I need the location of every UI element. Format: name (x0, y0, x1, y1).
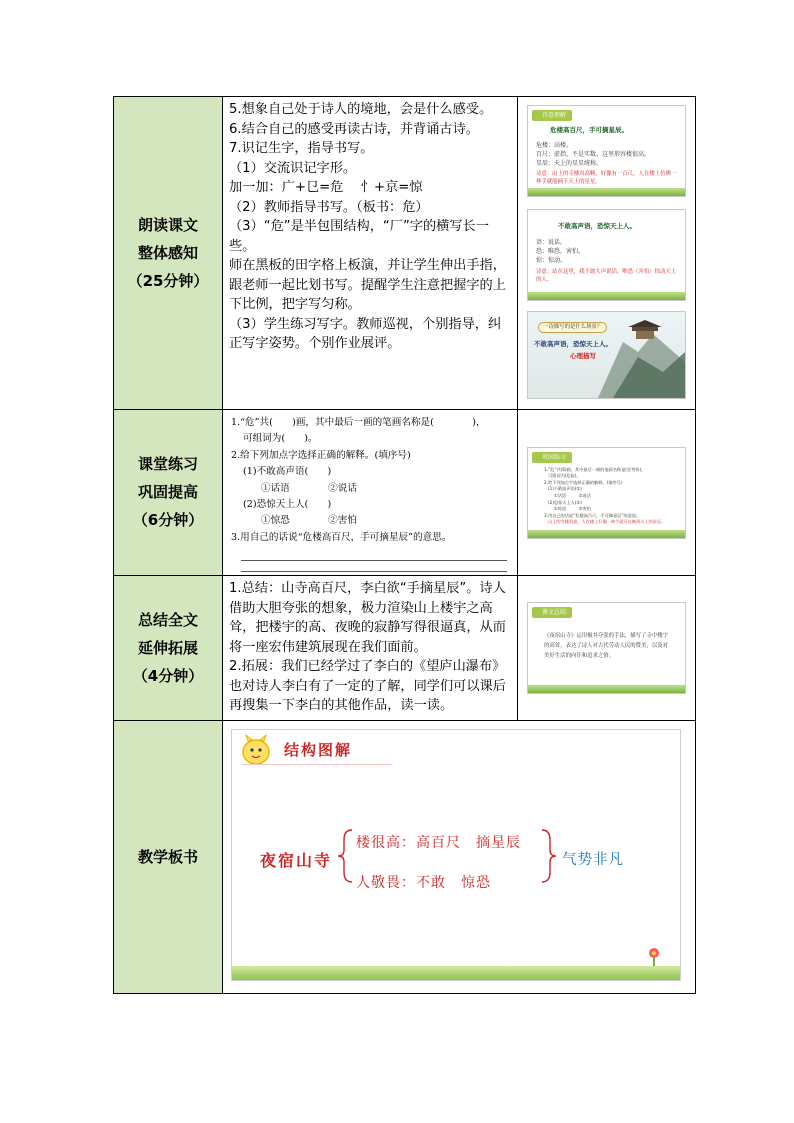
text-line: （3）学生练习写字。教师巡视，个别指导，纠正写字姿势。个别作业展评。 (229, 316, 502, 351)
text-line: 5.想象自己处于诗人的境地，会是什么感受。 (229, 102, 493, 117)
lesson-plan-table (113, 96, 696, 994)
slide-line: 可组词为(危险)。 (548, 473, 581, 479)
slide-header: 课文总结 (532, 607, 572, 618)
exercise-line: ①话语 ②说话 (261, 482, 357, 494)
slide-caption: 一诗描写的是什么场景？ (538, 322, 607, 333)
slide-text: 《夜宿山寺》运用极其夸张的手法，描写了寺中楼宇的高耸，表达了诗人对古代劳动人民的赞美，以及对美好生活的向往和追求之情。 (544, 633, 668, 659)
exercise-line: 可组词为( )。 (243, 433, 318, 445)
board-slide (231, 729, 681, 981)
text-line: 7.识记生字，指导书写。 (229, 141, 374, 156)
answer-line (241, 561, 507, 572)
label-line: 整体感知 (137, 243, 198, 262)
exercise-line: (2)恐惊天上人( ) (243, 499, 332, 511)
slide-practice (527, 447, 686, 539)
grass-decoration (528, 685, 685, 693)
slide-line: 3.用自己的话说“危楼高百尺，手可摘星辰”的意思。 (544, 512, 641, 518)
row-reading (114, 97, 696, 410)
text-line: 2.拓展：我们已经学过了李白的《望庐山瀑布》也对诗人李白有了一定的了解，同学们可以课后再搜集一下李白的其他作品，读一读。 (229, 659, 506, 713)
answer-line (241, 550, 507, 561)
label-line: （4分钟） (132, 666, 204, 685)
text-line: （1）交流识记字形。 (229, 160, 357, 176)
slide-summary (527, 602, 686, 694)
slide-note: 百尺：虚指，不是实数，这里形容楼很高。 (536, 151, 651, 158)
row-content (223, 410, 518, 576)
slide-title: 危楼高百尺，手可摘星辰。 (550, 126, 628, 134)
slide-line: (2)恐惊天上人(②) (548, 499, 582, 505)
slide-line: 1.“危”共(6)画，其中最后一画的笔画名称是(竖弯钩)， (544, 466, 646, 472)
label-line: 总结全文 (137, 610, 198, 629)
text-line: （2）教师指导书写。（板书：危） (229, 199, 429, 215)
row-summary (114, 576, 696, 721)
text-line: 6.结合自己的感受再读古诗，并背诵古诗。 (229, 121, 479, 137)
row-label (114, 410, 223, 576)
row-label (114, 576, 223, 721)
row-practice (114, 410, 696, 576)
slide-line: ①惊恐 ②害怕 (554, 506, 591, 512)
slide-note: 语：说话。 (536, 239, 567, 246)
board-cell (223, 721, 696, 994)
slide-note: 危楼：高楼。 (536, 142, 573, 149)
exercise-line: ①惊恐 ②害怕 (261, 515, 357, 527)
text-line: 加一加：广+㔾=危 忄+京=惊 (229, 180, 423, 195)
slide-note: 惊：惊动。 (536, 257, 567, 264)
row-label (114, 721, 223, 994)
slide-scene (527, 311, 686, 399)
slide-header: 诗意理解 (532, 110, 572, 121)
exercise-line: 1.“危”共( )画，其中最后一画的笔画名称是( )， (231, 417, 486, 428)
label-line: 朗读课文 (137, 215, 198, 234)
label-line: （6分钟） (132, 511, 204, 529)
label-line: 巩固提高 (137, 483, 198, 501)
slides-column (518, 97, 696, 410)
label-line: 课堂练习 (137, 455, 198, 473)
exercise-line: 2.给下列加点字选择正确的解释。(填序号) (231, 449, 411, 461)
slide-line: (1)不敢高声语(②) (548, 486, 582, 492)
slide-note: 星辰：天上的星星统称。 (536, 160, 603, 167)
row-label (114, 97, 223, 410)
label-line: （25分钟） (127, 271, 209, 290)
exercise-line: (1)不敢高声语( ) (243, 466, 332, 478)
board-main-title: 夜宿山寺 (260, 851, 333, 870)
row-content (223, 576, 518, 721)
row-board (114, 721, 696, 994)
slide-poem-meaning-2 (527, 209, 686, 301)
grass-decoration (232, 966, 680, 980)
slide-note: 恐：唯恐，害怕。 (536, 248, 585, 255)
grass-decoration (528, 530, 685, 538)
slide-meaning: 诗意：山上的寺楼真高啊，好像有一百尺。人在楼上仿佛一伸手就能摘下天上的星星。 (536, 171, 677, 185)
board-result: 气势非凡 (562, 852, 624, 868)
board-branch-2: 人敬畏：不敢 惊恐 (356, 875, 491, 891)
grass-decoration (528, 188, 685, 196)
slide-tag: 心理描写 (570, 352, 596, 360)
slide-line: ①话语 ②说话 (554, 492, 591, 498)
label-line: 延伸拓展 (137, 638, 198, 657)
slide-header: 巩固练习 (532, 452, 572, 463)
board-branch-1: 楼很高：高百尺 摘星辰 (356, 835, 521, 851)
slides-column (518, 410, 696, 576)
grass-decoration (528, 292, 685, 300)
label-line: 教学板书 (137, 847, 198, 866)
board-header: 结构图解 (284, 741, 353, 759)
row-content (223, 97, 518, 410)
slide-line: 2.给下列加点字选择正确的解释。(填序号) (544, 479, 623, 485)
slide-poem-meaning (527, 105, 686, 197)
slide-meaning: 诗意：站在这里，我不敢大声说话，唯恐（害怕）惊动天上的人。 (536, 269, 677, 283)
text-line: 1.总结：山寺高百尺，李白欲“手摘星辰”。诗人借助大胆夸张的想象，极力渲染山上楼宇之高耸，把楼宇的高、夜晚的寂静写得很逼真，从而将一座宏伟建筑展现在我们面前。 (229, 581, 506, 655)
text-line: 师在黑板的田字格上板演，并让学生伸出手指，跟老师一起比划书写。提醒学生注意把握字的上下比例，把字写匀称。 (229, 258, 506, 312)
exercise-line: 3.用自己的话说“危楼高百尺，手可摘星辰”的意思。 (231, 531, 452, 543)
slide-title: 不敢高声语，恐惊天上人。 (534, 340, 612, 348)
slides-column (518, 576, 696, 721)
slide-title: 不敢高声语，恐惊天上人。 (558, 222, 636, 230)
text-line: （3）“危”是半包围结构，“厂”字的横写长一些。 (229, 219, 489, 254)
slide-answer: 山上的寺楼很高，人在楼上好像一伸手就可以摘到天上的星辰。 (548, 519, 666, 525)
